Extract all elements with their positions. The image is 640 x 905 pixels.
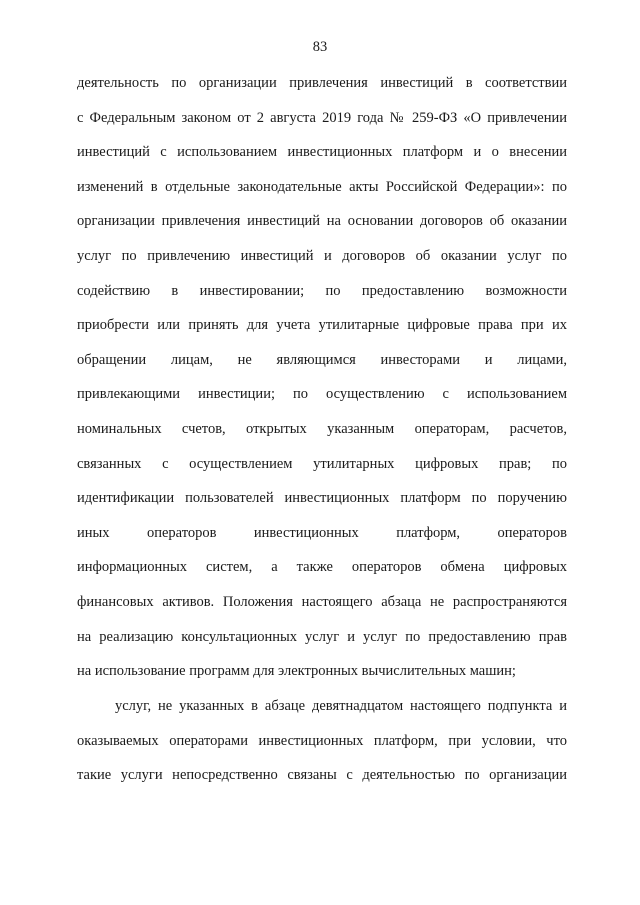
text-line: финансовых активов. Положения настоящего абзаца не распространяются: [77, 593, 567, 610]
text-line: услуг, не указанных в абзаце девятнадцатом настоящего подпункта и: [115, 698, 567, 714]
page-number: 83: [312, 39, 328, 55]
text-line: обращении лицам, не являющимся инвесторами и лицами,: [77, 351, 567, 368]
text-line: номинальных счетов, открытых указанным операторам, расчетов,: [77, 420, 567, 437]
text-line: на использование программ для электронных вычислительных машин;: [77, 663, 516, 680]
text-line: приобрести или принять для учета утилитарные цифровые права при их: [77, 317, 567, 334]
paragraph-services: [77, 697, 567, 801]
text-line: привлекающими инвестиции; по осуществлению с использованием: [77, 386, 567, 403]
text-line: на реализацию консультационных услуг и услуг по предоставлению прав: [77, 628, 567, 645]
text-line: услуг по привлечению инвестиций и договоров об оказании услуг по: [77, 247, 567, 264]
text-line: организации привлечения инвестиций на основании договоров об оказании: [77, 213, 567, 230]
text-line: идентификации пользователей инвестиционных платформ по поручению: [77, 490, 567, 507]
paragraph-continuation: [77, 74, 567, 697]
text-line: деятельность по организации привлечения инвестиций в соответствии: [77, 75, 567, 91]
text-line: изменений в отдельные законодательные акты Российской Федерации»: по: [77, 178, 567, 195]
text-line: с Федеральным законом от 2 августа 2019 года № 259-ФЗ «О привлечении: [77, 109, 567, 126]
text-line: связанных с осуществлением утилитарных цифровых прав; по: [77, 455, 567, 472]
text-line: оказываемых операторами инвестиционных платформ, при условии, что: [77, 732, 567, 749]
text-line: содействию в инвестировании; по предоставлению возможности: [77, 282, 567, 299]
text-line: такие услуги непосредственно связаны с деятельностью по организации: [77, 767, 567, 784]
text-line: иных операторов инвестиционных платформ, операторов: [77, 524, 567, 541]
text-line: информационных систем, а также операторов обмена цифровых: [77, 559, 567, 576]
text-line: инвестиций с использованием инвестиционных платформ и о внесении: [77, 144, 567, 161]
